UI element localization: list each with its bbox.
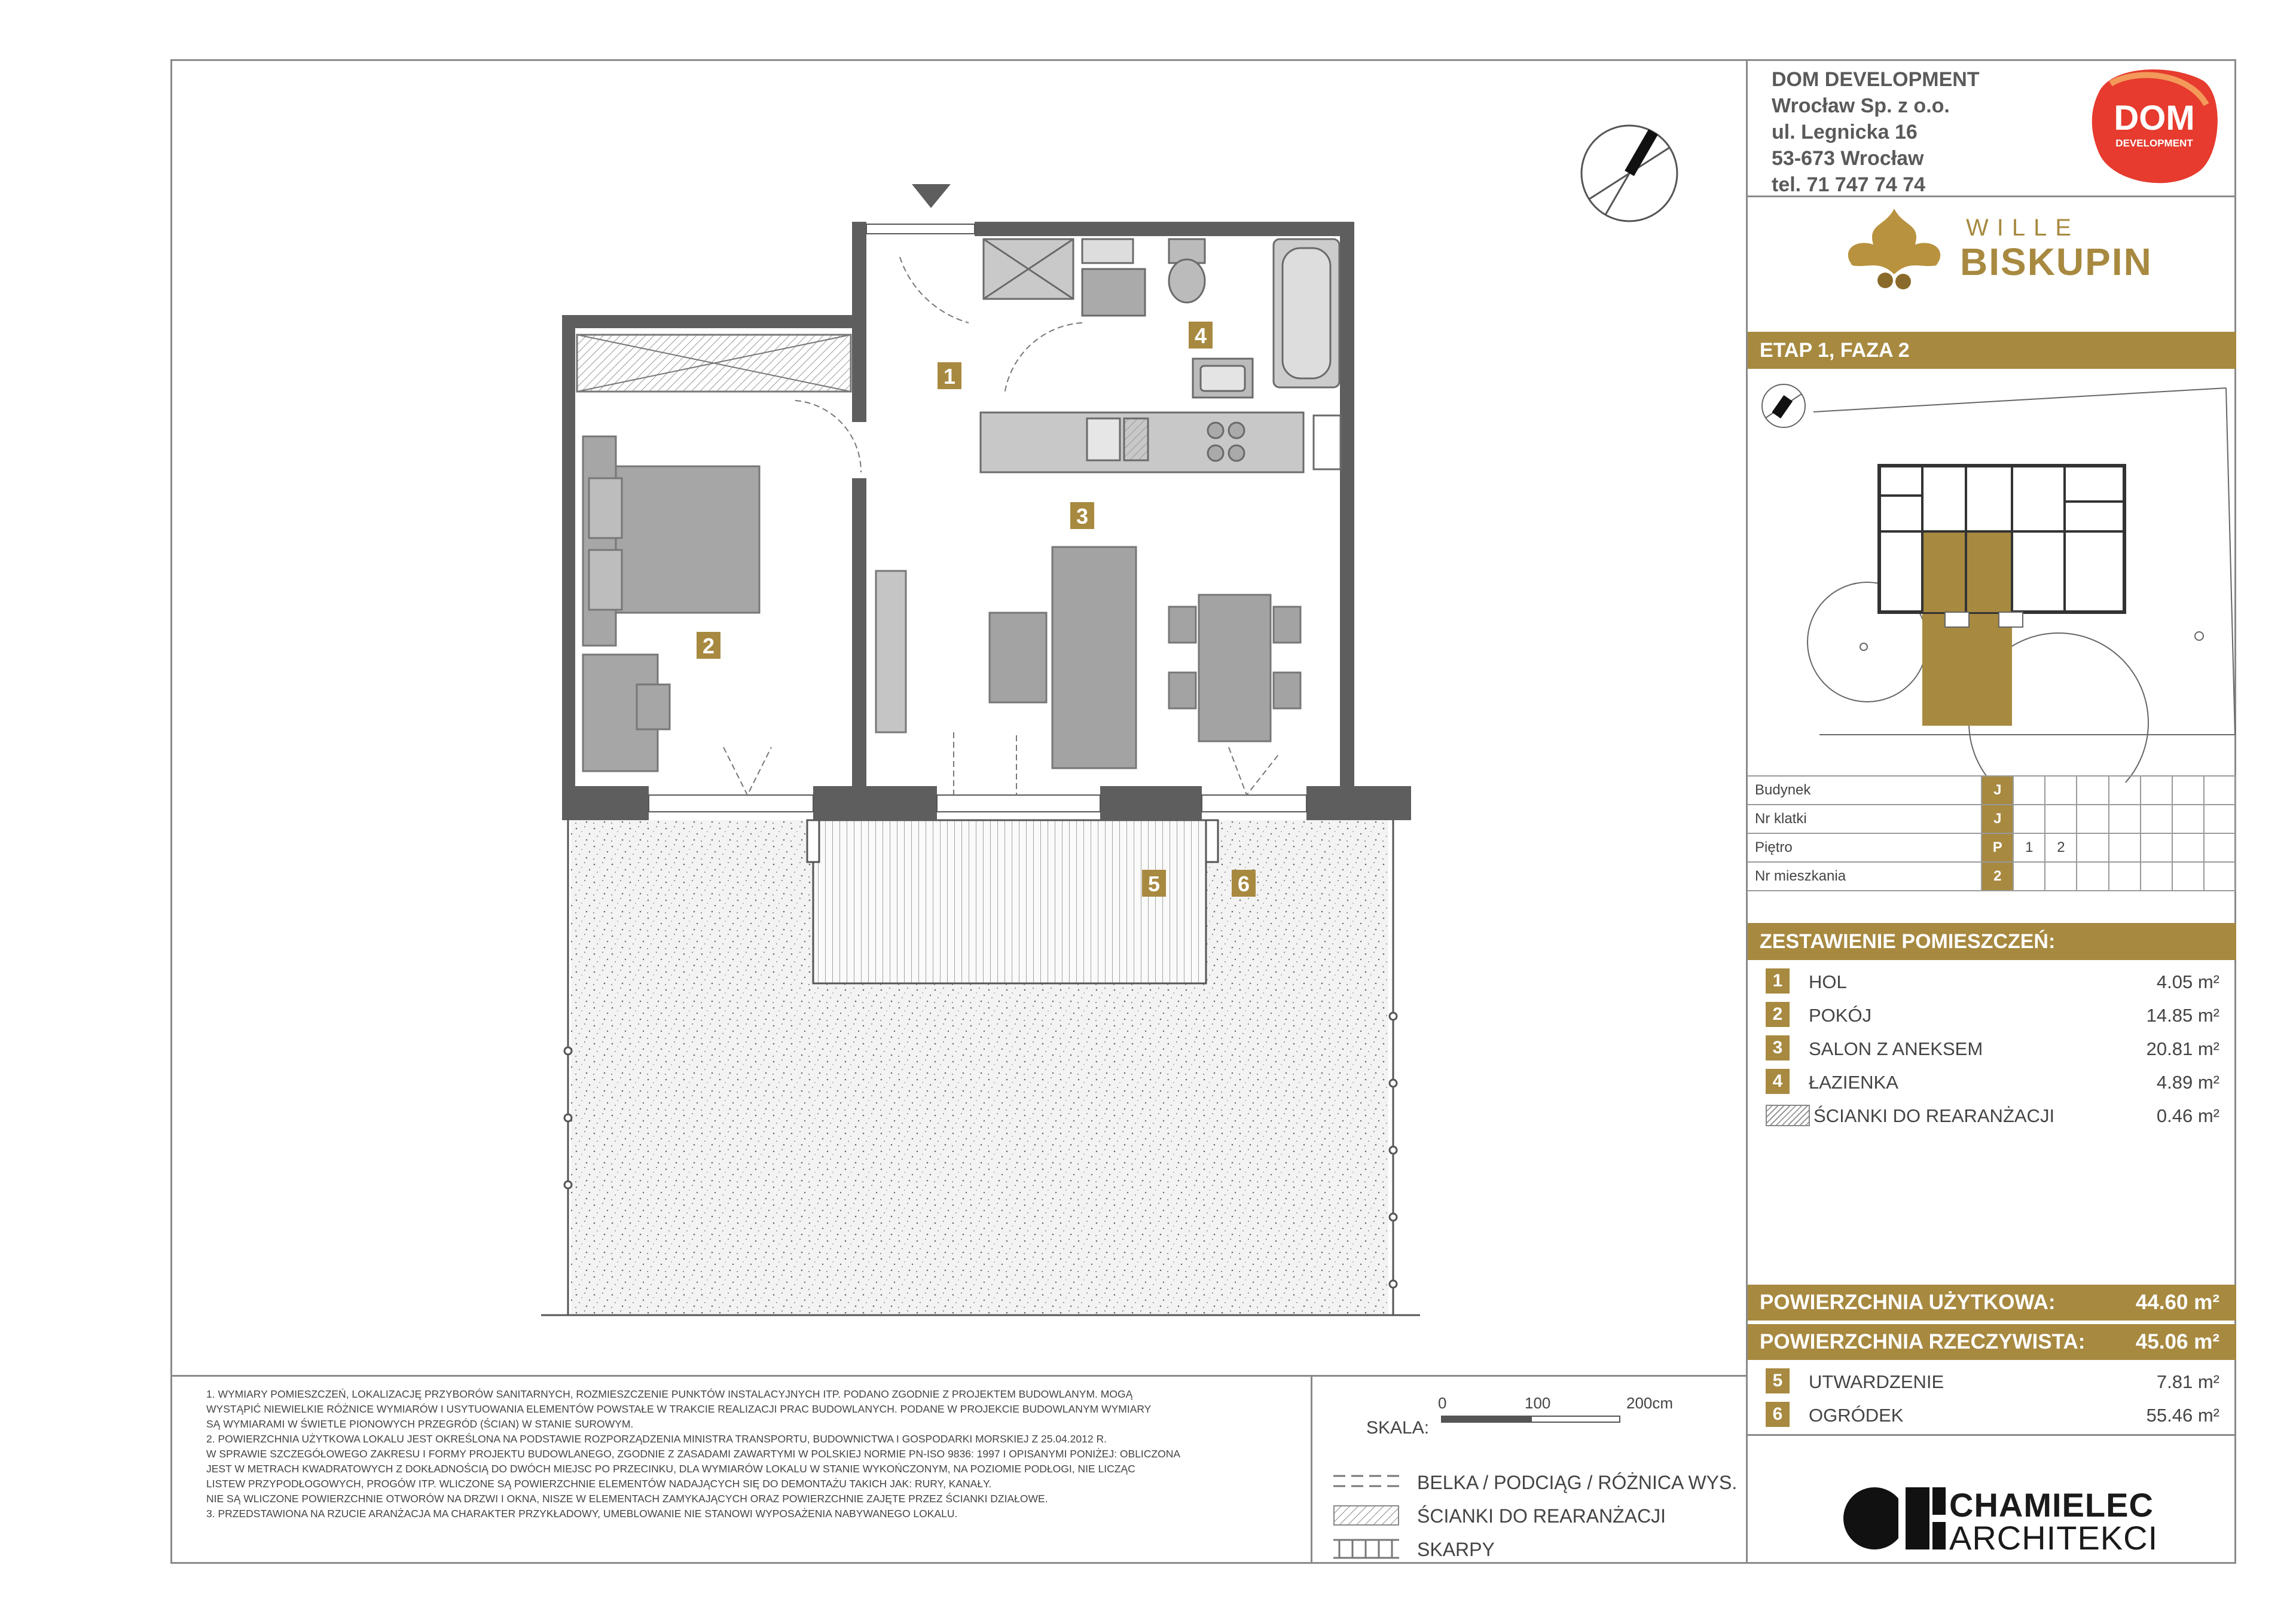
divider: [1748, 195, 2236, 197]
meta-row: Piętro P 1 2: [1748, 833, 2236, 862]
room-row: 3 SALON Z ANEKSEM 20.81 m²: [1748, 1031, 2236, 1064]
hatch-icon: [1766, 1105, 1810, 1126]
legend-item: ŚCIANKI DO REARANŻACJI: [1327, 1504, 1746, 1528]
oak-leaf-icon: [1831, 203, 1957, 292]
company-address: DOM DEVELOPMENT Wrocław Sp. z o.o. ul. Legnicka 16 53-673 Wrocław tel. 71 747 74 74: [1772, 68, 1980, 196]
hatch-icon: [1333, 1505, 1399, 1526]
usable-area-bar: POWIERZCHNIA UŻYTKOWA: 44.60 m²: [1748, 1285, 2236, 1321]
room-schedule-heading: ZESTAWIENIE POMIESZCZEŃ:: [1748, 923, 2236, 960]
svg-text:5: 5: [1147, 872, 1161, 896]
svg-text:3: 3: [1076, 504, 1089, 528]
plan-label-2: [697, 632, 720, 659]
divider: [1748, 1434, 2236, 1436]
room-row: 1 HOL 4.05 m²: [1748, 964, 2236, 997]
room-row: 2 POKÓJ 14.85 m²: [1748, 997, 2236, 1031]
svg-text:6: 6: [1237, 872, 1250, 896]
railing-icon: [1333, 1539, 1399, 1559]
site-thumbnail: [1748, 370, 2236, 783]
svg-text:4: 4: [1194, 323, 1207, 348]
plan-label-6: [1232, 870, 1256, 897]
notes: 1. WYMIARY POMIESZCZEŃ, LOKALIZACJĘ PRZYBORÓW SANITARNYCH, ROZMIESZCZENIE PUNKTÓW INSTALACYJNYCH ITP. PODANO ZGODNIE Z PROJEKTEM BUDOWLANYM. MOGĄ WYSTĄPIĆ NIEWIELKIE RÓŻNICE WYMIARÓW I USYTUOWANIA ELEMENTÓW POWSTAŁE W TRAKCIE REALIZACJI PRAC BUDOWLANYCH. PODANE W PROJEKCIE BUDOWLANYM WYMIARY SĄ WYMIARAMI W ŚWIETLE PIONOWYCH PRZEGRÓD (ŚCIAN) W STANIE SUROWYM. 2. POWIERZCHNIA UŻYTKOWA LOKALU JEST OKREŚLONA NA PODSTAWIE ROZPORZĄDZENIA MINISTRA TRANSPORTU, BUDOWNICTWA I GOSPODARKI MORSKIEJ Z 25.04.2012 R. W SPRAWIE SZCZEGÓŁOWEGO ZAKRESU I FORMY PROJEKTU BUDOWLANEGO, ZGODNIE Z ZASADAMI ZAWARTYMI W POLSKIEJ NORMIE PN-ISO 9836: 1997 I OPISANYMI PONIŻEJ: OBLICZONA JEST W METRACH KWADRATOWYCH Z DOKŁADNOŚCIĄ DO DWÓCH MIEJSC PO PRZECINKU, DLA WYMIARÓW LOKALU W STANIE WYKOŃCZONYM, NA POZIOMIE PODŁOGI, NIE LICZĄC LISTEW PRZYPODŁOGOWYCH, PROGÓW ITP. WLICZONE SĄ POWIERZCHNIE ELEMENTÓW NADAJĄCYCH SIĘ DO DEMONTAŻU TAKICH JAK: RURY, KANAŁY. NIE SĄ WLICZONE POWIERZCHNIE OTWORÓW NA DRZWI I OKNA, NISZE W ELEMENTACH ZAMYKAJĄCYCH ORAZ POWIERZCHNIE ZAJĘTE PRZEZ ŚCIANKI DZIAŁOWE. 3. PRZEDSTAWIONA NA RZUCIE ARANŻACJA MA CHARAKTER PRZYKŁADOWY, UMEBLOWANIE NIE STANOWI WYPOSAŻENIA NABYWANEGO LOKALU.: [206, 1388, 1181, 1520]
partition-row: ŚCIANKI DO REARANŻACJI 0.46 m²: [1748, 1098, 2236, 1131]
architect-mark-icon: [1842, 1483, 1943, 1554]
plan-label-5: [1142, 870, 1166, 897]
dom-development-logo: [2087, 63, 2222, 188]
plan-label-3: [1070, 502, 1094, 529]
entrance-arrow: [912, 184, 951, 208]
svg-text:DEVELOPMENT: DEVELOPMENT: [2115, 137, 2193, 149]
legend-item: BELKA / PODCIĄG / RÓŻNICA WYS.: [1327, 1471, 1746, 1494]
room-row: 4 ŁAZIENKA 4.89 m²: [1748, 1064, 2236, 1098]
real-area-bar: POWIERZCHNIA RZECZYWISTA: 45.06 m²: [1748, 1324, 2236, 1360]
meta-row: Budynek J: [1748, 776, 2236, 805]
svg-text:2: 2: [702, 634, 715, 658]
svg-text:1: 1: [943, 364, 956, 389]
apartment-meta-table: [1748, 775, 2236, 891]
meta-row: Nr mieszkania 2: [1748, 862, 2236, 891]
meta-row: Nr klatki J: [1748, 805, 2236, 833]
project-brand: WILLE BISKUPIN: [1831, 203, 2166, 292]
compass-icon: [1581, 126, 1677, 221]
kitchen-counter: [981, 412, 1341, 472]
dashed-lines-icon: [1333, 1473, 1399, 1491]
outdoor-row: 5 UTWARDZENIE 7.81 m²: [1748, 1364, 2236, 1397]
svg-text:DOM: DOM: [2114, 99, 2195, 137]
legend-item: SKARPY: [1327, 1538, 1746, 1561]
outdoor-row: 6 OGRÓDEK 55.46 m²: [1748, 1397, 2236, 1431]
architect-logo: CHAMIELEC ARCHITEKCI: [1842, 1483, 2176, 1554]
plan-label-1: [938, 362, 961, 389]
paved-terrace: [813, 820, 1206, 983]
scale-bar: SKALA: 0 100 200cm: [1366, 1394, 1674, 1438]
info-panel: [1746, 59, 2236, 1564]
stage-bar: ETAP 1, FAZA 2: [1748, 332, 2236, 369]
plan-label-4: [1189, 322, 1213, 349]
